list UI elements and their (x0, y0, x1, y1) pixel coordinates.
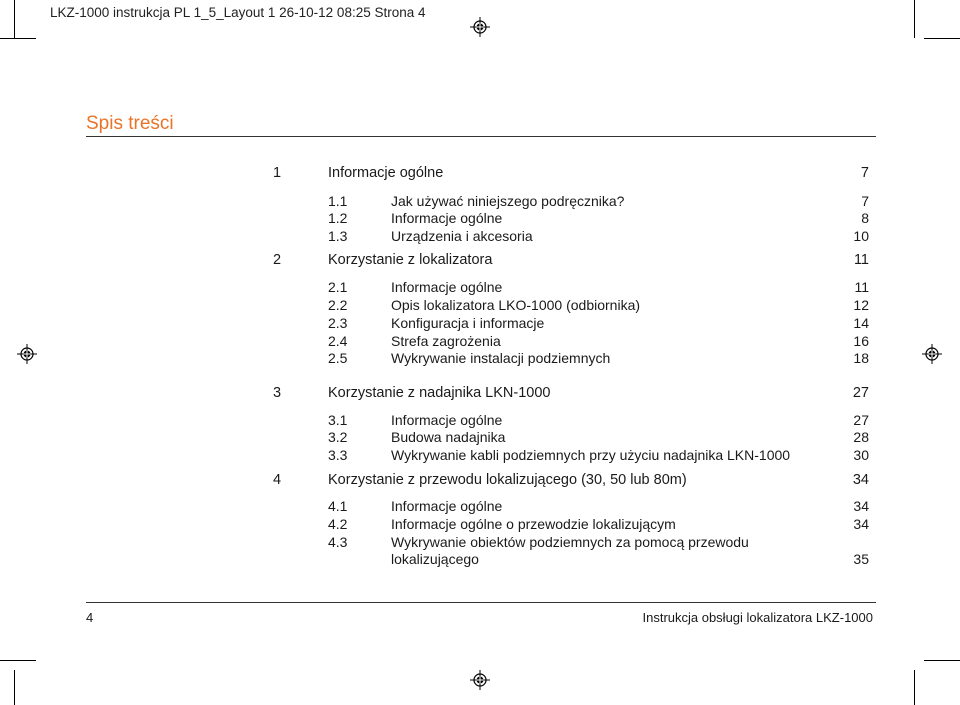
toc-number: 2.4 (328, 333, 348, 349)
toc-number: 3.1 (328, 412, 348, 428)
toc-text: Informacje ogólne (391, 210, 503, 226)
toc-number: 1.2 (328, 210, 348, 226)
page-title: Spis treści (86, 113, 174, 134)
toc-page: 35 (853, 551, 869, 567)
toc-number: 2 (273, 252, 282, 268)
toc-number: 3.3 (328, 447, 348, 463)
toc-text: Budowa nadajnika (391, 429, 506, 445)
toc-page: 14 (853, 315, 869, 331)
toc-text: Urządzenia i akcesoria (391, 228, 533, 244)
toc-page: 8 (861, 210, 869, 226)
toc-text: Korzystanie z przewodu lokalizującego (30, 50 lub 80m) (328, 472, 687, 488)
footer-page-number: 4 (86, 610, 94, 625)
toc-text: Wykrywanie instalacji podziemnych (391, 350, 611, 366)
toc-page: 30 (853, 447, 869, 463)
toc-text: Korzystanie z nadajnika LKN-1000 (328, 385, 551, 401)
toc-text: Strefa zagrożenia (391, 333, 501, 349)
toc-number: 1.1 (328, 193, 348, 209)
toc-text: Korzystanie z lokalizatora (328, 252, 493, 268)
toc-page: 27 (852, 385, 869, 401)
toc-number: 4.1 (328, 498, 348, 514)
toc-text: Wykrywanie kabli podziemnych przy użyciu nadajnika LKN-1000 (391, 447, 791, 463)
toc-page: 18 (853, 350, 869, 366)
toc-page: 7 (861, 193, 869, 209)
footer-book-title: Instrukcja obsługi lokalizatora LKZ-1000 (642, 610, 873, 625)
toc-number: 2.1 (328, 279, 348, 295)
toc-page: 10 (853, 228, 869, 244)
toc-page: 34 (852, 472, 869, 488)
footer-rule (86, 602, 876, 603)
toc-number: 4 (273, 472, 282, 488)
toc-number: 2.2 (328, 297, 348, 313)
toc-page: 7 (860, 165, 869, 181)
toc-page: 28 (853, 429, 869, 445)
toc-text: Informacje ogólne (391, 498, 503, 514)
toc-number: 3.2 (328, 429, 348, 445)
toc-page: 16 (853, 333, 869, 349)
toc-number: 1 (273, 165, 282, 181)
toc-page: 27 (853, 412, 869, 428)
toc-page: 34 (853, 516, 869, 532)
toc-text: lokalizującego (391, 551, 479, 567)
toc-text: Wykrywanie obiektów podziemnych za pomocą przewodu (391, 534, 749, 550)
toc-number: 1.3 (328, 228, 348, 244)
toc-number: 4.3 (328, 534, 348, 550)
toc-page: 12 (853, 297, 869, 313)
toc-text: Informacje ogólne o przewodzie lokalizującym (391, 516, 676, 532)
toc-text: Jak używać niniejszego podręcznika? (391, 193, 625, 209)
toc-text: Informacje ogólne (328, 165, 444, 181)
toc-text: Informacje ogólne (391, 279, 503, 295)
toc-page: 11 (854, 279, 869, 295)
toc-page: 11 (853, 252, 869, 268)
toc-number: 2.5 (328, 350, 348, 366)
print-slug: LKZ-1000 instrukcja PL 1_5_Layout 1 26-10-12 08:25 Strona 4 (50, 5, 426, 20)
toc-text: Informacje ogólne (391, 412, 503, 428)
toc-text: Konfiguracja i informacje (391, 315, 545, 331)
toc-text: Opis lokalizatora LKO-1000 (odbiornika) (391, 297, 641, 313)
toc-number: 3 (273, 385, 282, 401)
toc-number: 4.2 (328, 516, 348, 532)
toc-number: 2.3 (328, 315, 348, 331)
toc-page: 34 (853, 498, 869, 514)
